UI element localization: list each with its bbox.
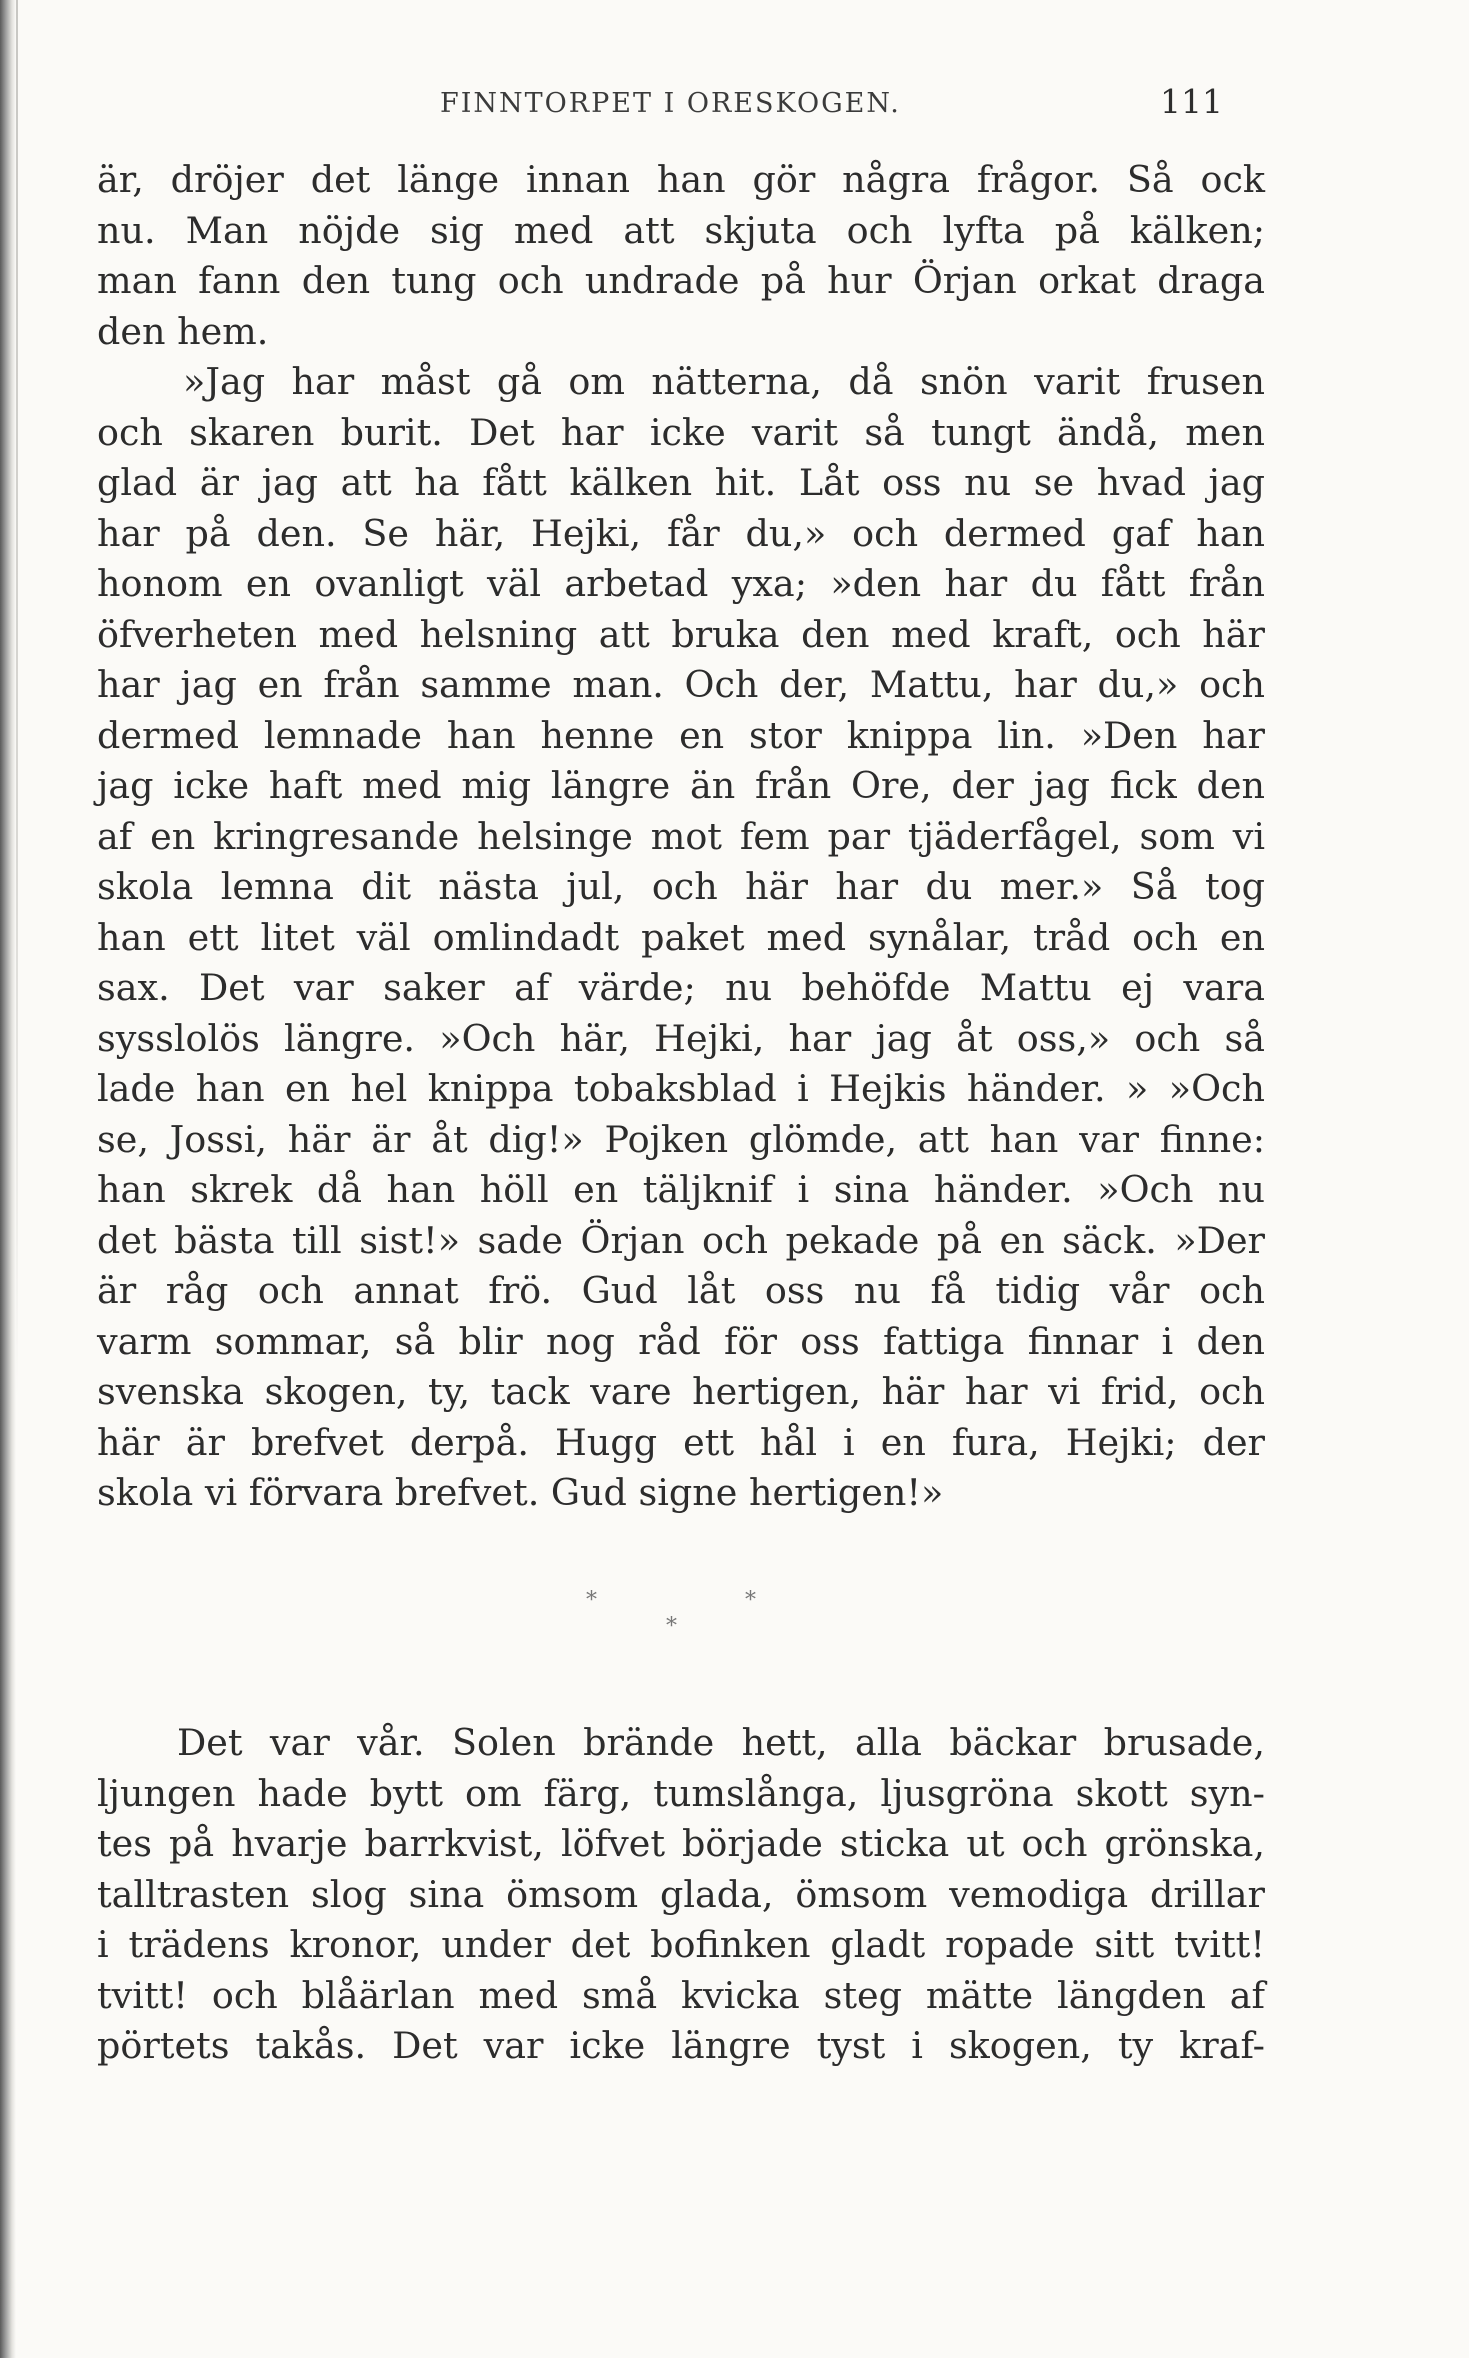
text-line: tvitt! och blåärlan med små kvicka steg mätte längden af xyxy=(97,1973,1265,2017)
book-spine-shadow xyxy=(0,0,16,2358)
text-line: skola lemna dit nästa jul, och här har du mer.» Så tog xyxy=(97,865,1265,908)
paragraph-1 xyxy=(97,155,1265,1519)
paragraph-2 xyxy=(97,1718,1265,2072)
text-line: varm sommar, så blir nog råd för oss fattiga finnar i den xyxy=(97,1319,1265,1363)
page-number: 111 xyxy=(1160,82,1223,121)
text-line: det bästa till sist!» sade Örjan och pekade på en säck. »Der xyxy=(97,1218,1265,1262)
section-break-star: * xyxy=(666,1614,677,1639)
text-line: han ett litet väl omlindadt paket med synålar, tråd och en xyxy=(97,915,1265,959)
text-line: öfverheten med helsning att bruka den med kraft, och här xyxy=(97,612,1265,656)
text-line: är råg och annat frö. Gud låt oss nu få tidig vår och xyxy=(97,1269,1265,1312)
text-line: sax. Det var saker af värde; nu behöfde Mattu ej vara xyxy=(97,966,1265,1009)
text-line: »Jag har måst gå om nätterna, då snön varit frusen xyxy=(183,360,1265,403)
text-line: dermed lemnade han henne en stor knippa lin. »Den har xyxy=(97,713,1265,757)
text-line: och skaren burit. Det har icke varit så tungt ändå, men xyxy=(97,410,1265,454)
text-line: är, dröjer det länge innan han gör några frågor. Så ock xyxy=(97,158,1265,201)
text-line: ljungen hade bytt om färg, tumslånga, ljusgröna skott syn- xyxy=(97,1771,1265,1815)
text-line: har på den. Se här, Hejki, får du,» och dermed gaf han xyxy=(97,511,1265,555)
text-line: af en kringresande helsinge mot fem par tjäderfågel, som vi xyxy=(97,814,1265,858)
text-line: honom en ovanligt väl arbetad yxa; »den har du fått från xyxy=(97,562,1265,605)
text-line: skola vi förvara brefvet. Gud signe hertigen!» xyxy=(97,1471,944,1514)
text-line: se, Jossi, här är åt dig!» Pojken glömde, att han var finne: xyxy=(97,1117,1265,1161)
text-line: talltrasten slog sina ömsom glada, ömsom vemodiga drillar xyxy=(97,1872,1265,1916)
text-line: nu. Man nöjde sig med att skjuta och lyfta på kälken; xyxy=(97,208,1265,252)
section-break xyxy=(0,1590,1469,1650)
text-line: tes på hvarje barrkvist, löfvet började sticka ut och grönska, xyxy=(97,1822,1265,1865)
text-line: sysslolös längre. »Och här, Hejki, har jag åt oss,» och så xyxy=(97,1016,1265,1060)
text-line: pörtets takås. Det var icke längre tyst i skogen, ty kraf- xyxy=(97,2024,1265,2067)
section-break-star: * xyxy=(586,1588,597,1613)
running-title: FINNTORPET I ORESKOGEN. xyxy=(440,88,901,119)
section-break-star: * xyxy=(745,1588,756,1613)
text-line: man fann den tung och undrade på hur Örjan orkat draga xyxy=(97,259,1265,302)
text-line: glad är jag att ha fått kälken hit. Låt oss nu se hvad jag xyxy=(97,461,1265,504)
text-line: Det var vår. Solen brände hett, alla bäckar brusade, xyxy=(177,1721,1265,1764)
text-line: han skrek då han höll en täljknif i sina händer. »Och nu xyxy=(97,1168,1265,1211)
text-line: i trädens kronor, under det bofinken gladt ropade sitt tvitt! xyxy=(97,1923,1265,1966)
text-line: den hem. xyxy=(97,309,269,353)
text-line: svenska skogen, ty, tack vare hertigen, här har vi frid, och xyxy=(97,1370,1265,1413)
text-line: har jag en från samme man. Och der, Mattu, har du,» och xyxy=(97,663,1265,706)
text-line: lade han en hel knippa tobaksblad i Hejkis händer. » »Och xyxy=(97,1067,1265,1110)
text-line: här är brefvet derpå. Hugg ett hål i en fura, Hejki; der xyxy=(97,1420,1265,1464)
text-line: jag icke haft med mig längre än från Ore, der jag fick den xyxy=(97,764,1265,807)
book-spine-edge xyxy=(16,0,18,1400)
